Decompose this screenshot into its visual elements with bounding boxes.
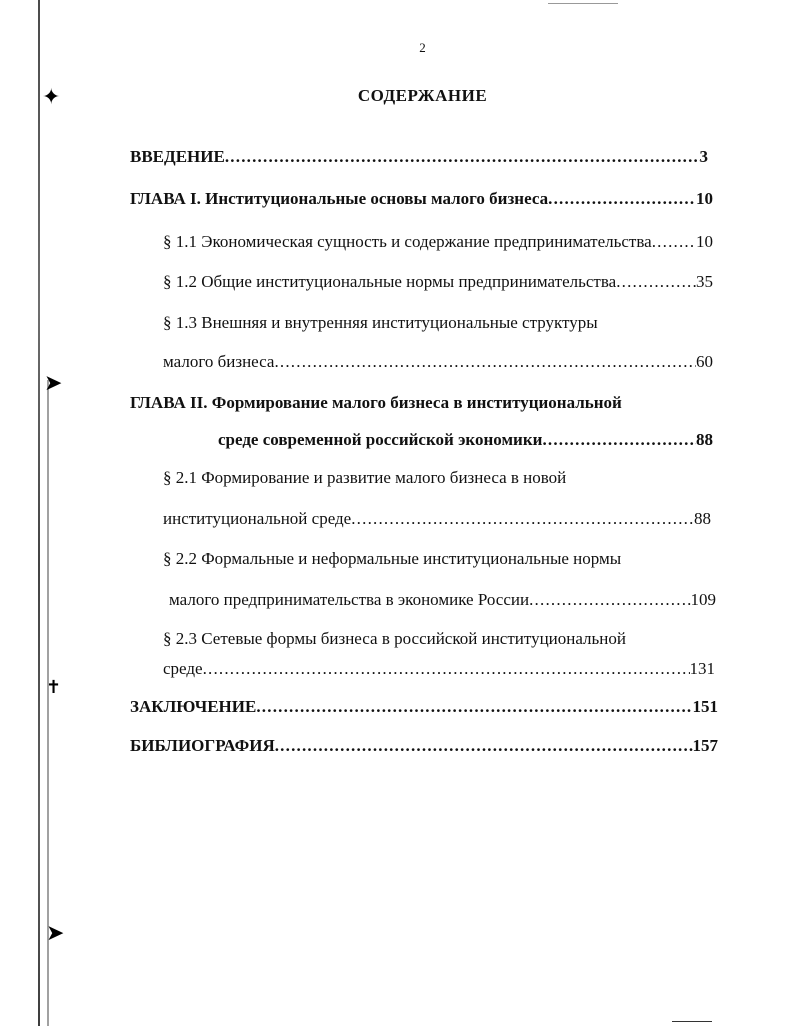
toc-label: § 1.1 Экономическая сущность и содержание предпринимательства	[163, 232, 652, 251]
dot-leader	[548, 188, 696, 210]
toc-entry-section-2-2-line1[interactable]: § 2.2 Формальные и неформальные институциональные нормы	[163, 549, 622, 568]
binding-edge	[38, 0, 40, 1026]
toc-label: ГЛАВА I. Институциональные основы малого бизнеса	[130, 189, 549, 208]
dot-leader	[652, 231, 696, 253]
dot-leader	[616, 271, 696, 293]
toc-label: ЗАКЛЮЧЕНИЕ	[130, 697, 257, 716]
toc-label: малого бизнеса	[163, 352, 275, 371]
toc-page-number: 3	[699, 147, 708, 166]
dot-leader	[203, 658, 690, 680]
dot-leader	[256, 696, 692, 718]
toc-label: среде современной российской экономики	[218, 430, 543, 449]
toc-entry-section-1-1[interactable]	[163, 231, 713, 253]
toc-entry-section-1-2[interactable]	[163, 271, 713, 293]
dot-leader	[529, 589, 690, 611]
toc-entry-section-2-3-line1[interactable]: § 2.3 Сетевые формы бизнеса в российской институциональной	[163, 629, 626, 648]
toc-label: ВВЕДЕНИЕ	[130, 147, 225, 166]
toc-page-number: 35	[696, 272, 713, 291]
page-number: 2	[419, 40, 426, 55]
toc-entry-section-2-3[interactable]	[163, 658, 715, 680]
toc-label: § 1.2 Общие институциональные нормы предпринимательства	[163, 272, 617, 291]
toc-entry-section-2-1-line1[interactable]: § 2.1 Формирование и развитие малого бизнеса в новой	[163, 468, 567, 487]
binder-mark-icon: ➤	[44, 370, 63, 395]
toc-entry-section-1-3[interactable]	[163, 351, 713, 373]
toc-page-number: 151	[692, 697, 718, 716]
toc-entry-chapter-1[interactable]	[130, 188, 713, 210]
toc-page-number: 88	[694, 509, 711, 528]
toc-entry-section-1-3-line1[interactable]: § 1.3 Внешняя и внутренняя институциональные структуры	[163, 313, 598, 332]
toc-entry-intro[interactable]	[130, 146, 708, 168]
toc-entry-bibliography[interactable]	[130, 735, 718, 757]
dot-leader	[274, 351, 696, 373]
binder-mark-icon: ➤	[46, 920, 65, 945]
toc-label: малого предпринимательства в экономике России	[169, 590, 530, 609]
toc-label: институциональной среде	[163, 509, 352, 528]
toc-page-number: 131	[689, 659, 715, 678]
dot-leader	[225, 146, 700, 168]
dot-leader	[542, 429, 696, 451]
binder-mark-icon: ✦	[42, 84, 61, 109]
toc-label: среде	[163, 659, 203, 678]
scan-artifact	[672, 1021, 712, 1022]
binder-mark-icon: ✝	[46, 677, 62, 697]
toc-page-number: 60	[696, 352, 713, 371]
toc-entry-chapter-2[interactable]	[218, 429, 713, 451]
dot-leader	[275, 735, 693, 757]
toc-label: БИБЛИОГРАФИЯ	[130, 736, 275, 755]
toc-page-number: 157	[692, 736, 718, 755]
toc-page-number: 88	[696, 430, 713, 449]
toc-entry-section-2-2[interactable]	[169, 589, 716, 611]
dot-leader	[351, 508, 694, 530]
toc-entry-conclusion[interactable]	[130, 696, 718, 718]
toc-entry-chapter-2-line1[interactable]: ГЛАВА II. Формирование малого бизнеса в институциональной	[130, 393, 622, 412]
toc-page-number: 10	[696, 232, 713, 251]
toc-page-number: 10	[696, 189, 713, 208]
toc-page-number: 109	[690, 590, 716, 609]
scan-artifact	[548, 3, 618, 4]
toc-entry-section-2-1[interactable]	[163, 508, 711, 530]
page-title: СОДЕРЖАНИЕ	[357, 86, 488, 105]
